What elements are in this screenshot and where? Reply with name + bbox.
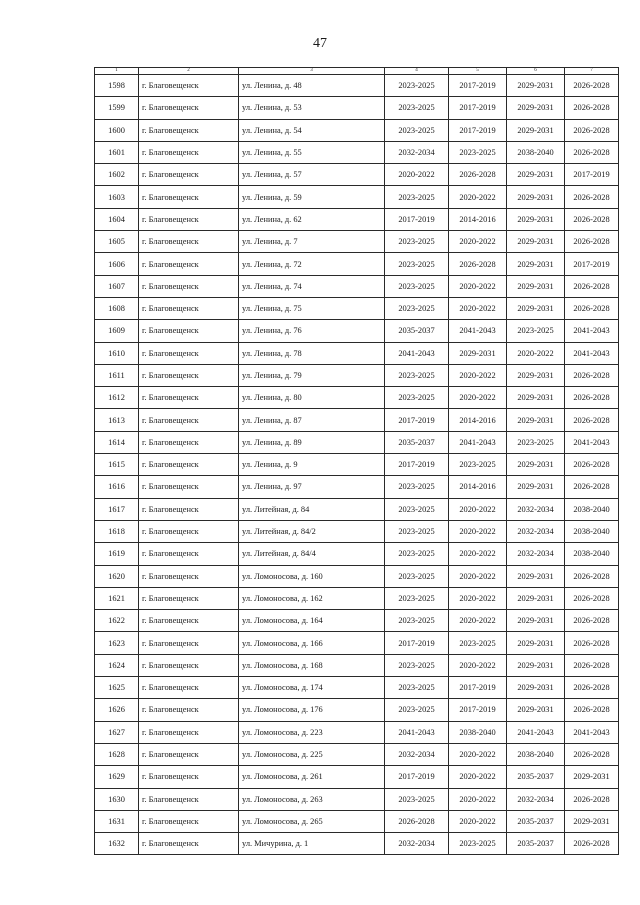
period-col5-cell: 2020-2022	[449, 275, 507, 297]
row-number: 1618	[95, 520, 139, 542]
address-cell: ул. Ленина, д. 87	[239, 409, 385, 431]
period-col4-cell: 2032-2034	[385, 743, 449, 765]
period-col7-cell: 2041-2043	[565, 342, 619, 364]
period-col6-cell: 2029-2031	[507, 587, 565, 609]
address-cell: ул. Мичурина, д. 1	[239, 833, 385, 855]
period-col5-cell: 2017-2019	[449, 119, 507, 141]
period-col4-cell: 2023-2025	[385, 677, 449, 699]
address-cell: ул. Ленина, д. 57	[239, 164, 385, 186]
table-row	[95, 721, 619, 743]
address-cell: ул. Ломоносова, д. 160	[239, 565, 385, 587]
address-cell: ул. Ломоносова, д. 168	[239, 654, 385, 676]
period-col5-cell: 2020-2022	[449, 498, 507, 520]
table-row	[95, 543, 619, 565]
table-row	[95, 810, 619, 832]
period-col7-cell: 2026-2028	[565, 565, 619, 587]
city-cell: г. Благовещенск	[139, 208, 239, 230]
address-cell: ул. Ленина, д. 75	[239, 297, 385, 319]
period-col7-cell: 2026-2028	[565, 141, 619, 163]
period-col5-cell: 2014-2016	[449, 476, 507, 498]
period-col6-cell: 2029-2031	[507, 565, 565, 587]
period-col7-cell: 2026-2028	[565, 587, 619, 609]
address-cell: ул. Ломоносова, д. 225	[239, 743, 385, 765]
period-col4-cell: 2017-2019	[385, 766, 449, 788]
period-col5-cell: 2026-2028	[449, 253, 507, 275]
address-cell: ул. Ленина, д. 62	[239, 208, 385, 230]
table-row	[95, 409, 619, 431]
row-number: 1626	[95, 699, 139, 721]
period-col5-cell: 2023-2025	[449, 141, 507, 163]
period-col4-cell: 2041-2043	[385, 721, 449, 743]
city-cell: г. Благовещенск	[139, 75, 239, 97]
period-col6-cell: 2029-2031	[507, 119, 565, 141]
period-col5-cell: 2020-2022	[449, 186, 507, 208]
period-col7-cell: 2029-2031	[565, 810, 619, 832]
period-col7-cell: 2026-2028	[565, 632, 619, 654]
city-cell: г. Благовещенск	[139, 587, 239, 609]
period-col6-cell: 2029-2031	[507, 387, 565, 409]
row-number: 1627	[95, 721, 139, 743]
address-cell: ул. Ленина, д. 53	[239, 97, 385, 119]
table-body	[95, 75, 619, 855]
period-col5-cell: 2017-2019	[449, 699, 507, 721]
period-col4-cell: 2023-2025	[385, 498, 449, 520]
period-col5-cell: 2020-2022	[449, 587, 507, 609]
address-cell: ул. Ленина, д. 78	[239, 342, 385, 364]
city-cell: г. Благовещенск	[139, 231, 239, 253]
row-number: 1622	[95, 610, 139, 632]
table-row	[95, 208, 619, 230]
period-col7-cell: 2038-2040	[565, 520, 619, 542]
period-col7-cell: 2026-2028	[565, 75, 619, 97]
row-number: 1613	[95, 409, 139, 431]
table-row	[95, 565, 619, 587]
address-cell: ул. Ленина, д. 9	[239, 454, 385, 476]
period-col5-cell: 2020-2022	[449, 231, 507, 253]
table-row	[95, 498, 619, 520]
column-header: 7	[565, 68, 619, 75]
period-col7-cell: 2041-2043	[565, 431, 619, 453]
period-col5-cell: 2041-2043	[449, 320, 507, 342]
period-col5-cell: 2020-2022	[449, 297, 507, 319]
row-number: 1608	[95, 297, 139, 319]
period-col6-cell: 2029-2031	[507, 677, 565, 699]
table-row	[95, 320, 619, 342]
table-row	[95, 610, 619, 632]
period-col4-cell: 2041-2043	[385, 342, 449, 364]
period-col6-cell: 2020-2022	[507, 342, 565, 364]
row-number: 1604	[95, 208, 139, 230]
city-cell: г. Благовещенск	[139, 253, 239, 275]
period-col4-cell: 2023-2025	[385, 543, 449, 565]
period-col4-cell: 2023-2025	[385, 75, 449, 97]
period-col7-cell: 2026-2028	[565, 275, 619, 297]
table-row	[95, 788, 619, 810]
period-col4-cell: 2017-2019	[385, 208, 449, 230]
column-number-header-row	[95, 68, 619, 75]
period-col7-cell: 2026-2028	[565, 677, 619, 699]
table-row	[95, 654, 619, 676]
period-col4-cell: 2023-2025	[385, 654, 449, 676]
period-col6-cell: 2023-2025	[507, 320, 565, 342]
row-number: 1619	[95, 543, 139, 565]
city-cell: г. Благовещенск	[139, 119, 239, 141]
period-col6-cell: 2032-2034	[507, 788, 565, 810]
period-col6-cell: 2035-2037	[507, 766, 565, 788]
period-col7-cell: 2026-2028	[565, 231, 619, 253]
table-row	[95, 833, 619, 855]
period-col5-cell: 2017-2019	[449, 677, 507, 699]
table-row	[95, 119, 619, 141]
city-cell: г. Благовещенск	[139, 654, 239, 676]
row-number: 1607	[95, 275, 139, 297]
address-cell: ул. Литейная, д. 84/4	[239, 543, 385, 565]
column-header: 5	[449, 68, 507, 75]
period-col5-cell: 2017-2019	[449, 97, 507, 119]
period-col5-cell: 2020-2022	[449, 788, 507, 810]
period-col6-cell: 2032-2034	[507, 543, 565, 565]
period-col7-cell: 2026-2028	[565, 119, 619, 141]
row-number: 1630	[95, 788, 139, 810]
table-row	[95, 297, 619, 319]
address-cell: ул. Ломоносова, д. 265	[239, 810, 385, 832]
city-cell: г. Благовещенск	[139, 141, 239, 163]
row-number: 1609	[95, 320, 139, 342]
period-col4-cell: 2023-2025	[385, 476, 449, 498]
period-col4-cell: 2017-2019	[385, 632, 449, 654]
period-col5-cell: 2020-2022	[449, 387, 507, 409]
address-cell: ул. Ломоносова, д. 176	[239, 699, 385, 721]
city-cell: г. Благовещенск	[139, 721, 239, 743]
table-row	[95, 699, 619, 721]
address-cell: ул. Ломоносова, д. 261	[239, 766, 385, 788]
period-col5-cell: 2041-2043	[449, 431, 507, 453]
city-cell: г. Благовещенск	[139, 788, 239, 810]
period-col4-cell: 2023-2025	[385, 587, 449, 609]
address-cell: ул. Ленина, д. 48	[239, 75, 385, 97]
city-cell: г. Благовещенск	[139, 342, 239, 364]
period-col6-cell: 2029-2031	[507, 632, 565, 654]
row-number: 1624	[95, 654, 139, 676]
period-col6-cell: 2029-2031	[507, 476, 565, 498]
row-number: 1628	[95, 743, 139, 765]
table-row	[95, 253, 619, 275]
period-col7-cell: 2038-2040	[565, 498, 619, 520]
page-number: 47	[313, 36, 327, 51]
period-col7-cell: 2038-2040	[565, 543, 619, 565]
table-row	[95, 275, 619, 297]
city-cell: г. Благовещенск	[139, 186, 239, 208]
city-cell: г. Благовещенск	[139, 364, 239, 386]
row-number: 1600	[95, 119, 139, 141]
period-col6-cell: 2029-2031	[507, 364, 565, 386]
period-col6-cell: 2032-2034	[507, 498, 565, 520]
address-cell: ул. Ленина, д. 55	[239, 141, 385, 163]
period-col5-cell: 2026-2028	[449, 164, 507, 186]
period-col7-cell: 2026-2028	[565, 387, 619, 409]
table-row	[95, 141, 619, 163]
period-col5-cell: 2020-2022	[449, 654, 507, 676]
column-header: 4	[385, 68, 449, 75]
row-number: 1599	[95, 97, 139, 119]
period-col5-cell: 2020-2022	[449, 543, 507, 565]
period-col6-cell: 2023-2025	[507, 431, 565, 453]
table-row	[95, 342, 619, 364]
period-col7-cell: 2017-2019	[565, 253, 619, 275]
period-col4-cell: 2026-2028	[385, 810, 449, 832]
period-col6-cell: 2035-2037	[507, 833, 565, 855]
address-cell: ул. Ломоносова, д. 162	[239, 587, 385, 609]
table-row	[95, 97, 619, 119]
city-cell: г. Благовещенск	[139, 431, 239, 453]
row-number: 1611	[95, 364, 139, 386]
address-cell: ул. Ломоносова, д. 223	[239, 721, 385, 743]
period-col4-cell: 2017-2019	[385, 454, 449, 476]
row-number: 1605	[95, 231, 139, 253]
period-col4-cell: 2023-2025	[385, 387, 449, 409]
period-col4-cell: 2023-2025	[385, 699, 449, 721]
period-col6-cell: 2041-2043	[507, 721, 565, 743]
table-row	[95, 677, 619, 699]
period-col5-cell: 2017-2019	[449, 75, 507, 97]
housing-repair-schedule-table	[94, 67, 619, 855]
address-cell: ул. Ленина, д. 80	[239, 387, 385, 409]
period-col4-cell: 2020-2022	[385, 164, 449, 186]
address-cell: ул. Ломоносова, д. 166	[239, 632, 385, 654]
period-col6-cell: 2029-2031	[507, 75, 565, 97]
period-col4-cell: 2023-2025	[385, 788, 449, 810]
table-row	[95, 476, 619, 498]
table-row	[95, 164, 619, 186]
row-number: 1625	[95, 677, 139, 699]
period-col7-cell: 2026-2028	[565, 208, 619, 230]
period-col4-cell: 2023-2025	[385, 520, 449, 542]
row-number: 1598	[95, 75, 139, 97]
period-col6-cell: 2029-2031	[507, 699, 565, 721]
city-cell: г. Благовещенск	[139, 632, 239, 654]
city-cell: г. Благовещенск	[139, 766, 239, 788]
city-cell: г. Благовещенск	[139, 387, 239, 409]
period-col4-cell: 2023-2025	[385, 610, 449, 632]
address-cell: ул. Ломоносова, д. 263	[239, 788, 385, 810]
period-col4-cell: 2023-2025	[385, 565, 449, 587]
period-col6-cell: 2029-2031	[507, 186, 565, 208]
period-col7-cell: 2041-2043	[565, 320, 619, 342]
table-row	[95, 186, 619, 208]
period-col7-cell: 2026-2028	[565, 454, 619, 476]
city-cell: г. Благовещенск	[139, 498, 239, 520]
period-col5-cell: 2020-2022	[449, 766, 507, 788]
address-cell: ул. Ленина, д. 7	[239, 231, 385, 253]
period-col4-cell: 2035-2037	[385, 320, 449, 342]
row-number: 1620	[95, 565, 139, 587]
row-number: 1617	[95, 498, 139, 520]
address-cell: ул. Ленина, д. 72	[239, 253, 385, 275]
period-col5-cell: 2014-2016	[449, 208, 507, 230]
period-col7-cell: 2026-2028	[565, 364, 619, 386]
table-row	[95, 364, 619, 386]
row-number: 1610	[95, 342, 139, 364]
address-cell: ул. Литейная, д. 84/2	[239, 520, 385, 542]
period-col5-cell: 2020-2022	[449, 810, 507, 832]
period-col5-cell: 2029-2031	[449, 342, 507, 364]
address-cell: ул. Ленина, д. 79	[239, 364, 385, 386]
table-row	[95, 587, 619, 609]
period-col5-cell: 2020-2022	[449, 364, 507, 386]
address-cell: ул. Ломоносова, д. 174	[239, 677, 385, 699]
city-cell: г. Благовещенск	[139, 164, 239, 186]
table-row	[95, 431, 619, 453]
period-col7-cell: 2026-2028	[565, 743, 619, 765]
period-col7-cell: 2026-2028	[565, 654, 619, 676]
table-row	[95, 387, 619, 409]
city-cell: г. Благовещенск	[139, 699, 239, 721]
period-col7-cell: 2026-2028	[565, 186, 619, 208]
period-col4-cell: 2023-2025	[385, 253, 449, 275]
period-col4-cell: 2023-2025	[385, 186, 449, 208]
period-col6-cell: 2029-2031	[507, 654, 565, 676]
period-col5-cell: 2020-2022	[449, 520, 507, 542]
city-cell: г. Благовещенск	[139, 610, 239, 632]
period-col6-cell: 2029-2031	[507, 610, 565, 632]
city-cell: г. Благовещенск	[139, 520, 239, 542]
table-row	[95, 766, 619, 788]
address-cell: ул. Ленина, д. 59	[239, 186, 385, 208]
city-cell: г. Благовещенск	[139, 543, 239, 565]
period-col7-cell: 2026-2028	[565, 610, 619, 632]
period-col4-cell: 2023-2025	[385, 297, 449, 319]
city-cell: г. Благовещенск	[139, 275, 239, 297]
period-col6-cell: 2029-2031	[507, 253, 565, 275]
address-cell: ул. Ленина, д. 76	[239, 320, 385, 342]
city-cell: г. Благовещенск	[139, 565, 239, 587]
address-cell: ул. Ленина, д. 97	[239, 476, 385, 498]
period-col5-cell: 2038-2040	[449, 721, 507, 743]
period-col7-cell: 2026-2028	[565, 297, 619, 319]
row-number: 1614	[95, 431, 139, 453]
period-col6-cell: 2029-2031	[507, 208, 565, 230]
period-col4-cell: 2023-2025	[385, 364, 449, 386]
row-number: 1632	[95, 833, 139, 855]
address-cell: ул. Ленина, д. 54	[239, 119, 385, 141]
period-col7-cell: 2026-2028	[565, 476, 619, 498]
period-col5-cell: 2020-2022	[449, 565, 507, 587]
period-col5-cell: 2014-2016	[449, 409, 507, 431]
period-col6-cell: 2029-2031	[507, 297, 565, 319]
period-col5-cell: 2020-2022	[449, 743, 507, 765]
row-number: 1623	[95, 632, 139, 654]
period-col7-cell: 2026-2028	[565, 788, 619, 810]
city-cell: г. Благовещенск	[139, 476, 239, 498]
period-col4-cell: 2032-2034	[385, 833, 449, 855]
column-header: 3	[239, 68, 385, 75]
period-col7-cell: 2026-2028	[565, 699, 619, 721]
row-number: 1601	[95, 141, 139, 163]
city-cell: г. Благовещенск	[139, 97, 239, 119]
period-col7-cell: 2041-2043	[565, 721, 619, 743]
city-cell: г. Благовещенск	[139, 320, 239, 342]
period-col6-cell: 2038-2040	[507, 141, 565, 163]
period-col6-cell: 2029-2031	[507, 164, 565, 186]
table-row	[95, 632, 619, 654]
table-row	[95, 743, 619, 765]
column-header: 2	[139, 68, 239, 75]
period-col4-cell: 2035-2037	[385, 431, 449, 453]
column-header: 1	[95, 68, 139, 75]
period-col5-cell: 2023-2025	[449, 454, 507, 476]
row-number: 1603	[95, 186, 139, 208]
address-cell: ул. Ленина, д. 89	[239, 431, 385, 453]
city-cell: г. Благовещенск	[139, 810, 239, 832]
period-col4-cell: 2023-2025	[385, 275, 449, 297]
period-col6-cell: 2029-2031	[507, 275, 565, 297]
city-cell: г. Благовещенск	[139, 297, 239, 319]
row-number: 1606	[95, 253, 139, 275]
row-number: 1612	[95, 387, 139, 409]
city-cell: г. Благовещенск	[139, 454, 239, 476]
table-row	[95, 520, 619, 542]
period-col5-cell: 2020-2022	[449, 610, 507, 632]
period-col4-cell: 2032-2034	[385, 141, 449, 163]
table-row	[95, 231, 619, 253]
period-col7-cell: 2029-2031	[565, 766, 619, 788]
row-number: 1615	[95, 454, 139, 476]
period-col6-cell: 2029-2031	[507, 231, 565, 253]
period-col4-cell: 2023-2025	[385, 231, 449, 253]
period-col6-cell: 2032-2034	[507, 520, 565, 542]
period-col6-cell: 2029-2031	[507, 454, 565, 476]
address-cell: ул. Ломоносова, д. 164	[239, 610, 385, 632]
city-cell: г. Благовещенск	[139, 677, 239, 699]
period-col6-cell: 2029-2031	[507, 97, 565, 119]
table-row	[95, 454, 619, 476]
address-cell: ул. Ленина, д. 74	[239, 275, 385, 297]
period-col6-cell: 2038-2040	[507, 743, 565, 765]
period-col5-cell: 2023-2025	[449, 632, 507, 654]
period-col7-cell: 2017-2019	[565, 164, 619, 186]
city-cell: г. Благовещенск	[139, 743, 239, 765]
period-col4-cell: 2017-2019	[385, 409, 449, 431]
city-cell: г. Благовещенск	[139, 833, 239, 855]
period-col7-cell: 2026-2028	[565, 833, 619, 855]
period-col7-cell: 2026-2028	[565, 97, 619, 119]
city-cell: г. Благовещенск	[139, 409, 239, 431]
period-col7-cell: 2026-2028	[565, 409, 619, 431]
row-number: 1631	[95, 810, 139, 832]
address-cell: ул. Литейная, д. 84	[239, 498, 385, 520]
row-number: 1621	[95, 587, 139, 609]
period-col6-cell: 2029-2031	[507, 409, 565, 431]
row-number: 1602	[95, 164, 139, 186]
table-row	[95, 75, 619, 97]
row-number: 1629	[95, 766, 139, 788]
period-col4-cell: 2023-2025	[385, 97, 449, 119]
period-col6-cell: 2035-2037	[507, 810, 565, 832]
column-header: 6	[507, 68, 565, 75]
period-col5-cell: 2023-2025	[449, 833, 507, 855]
period-col4-cell: 2023-2025	[385, 119, 449, 141]
row-number: 1616	[95, 476, 139, 498]
